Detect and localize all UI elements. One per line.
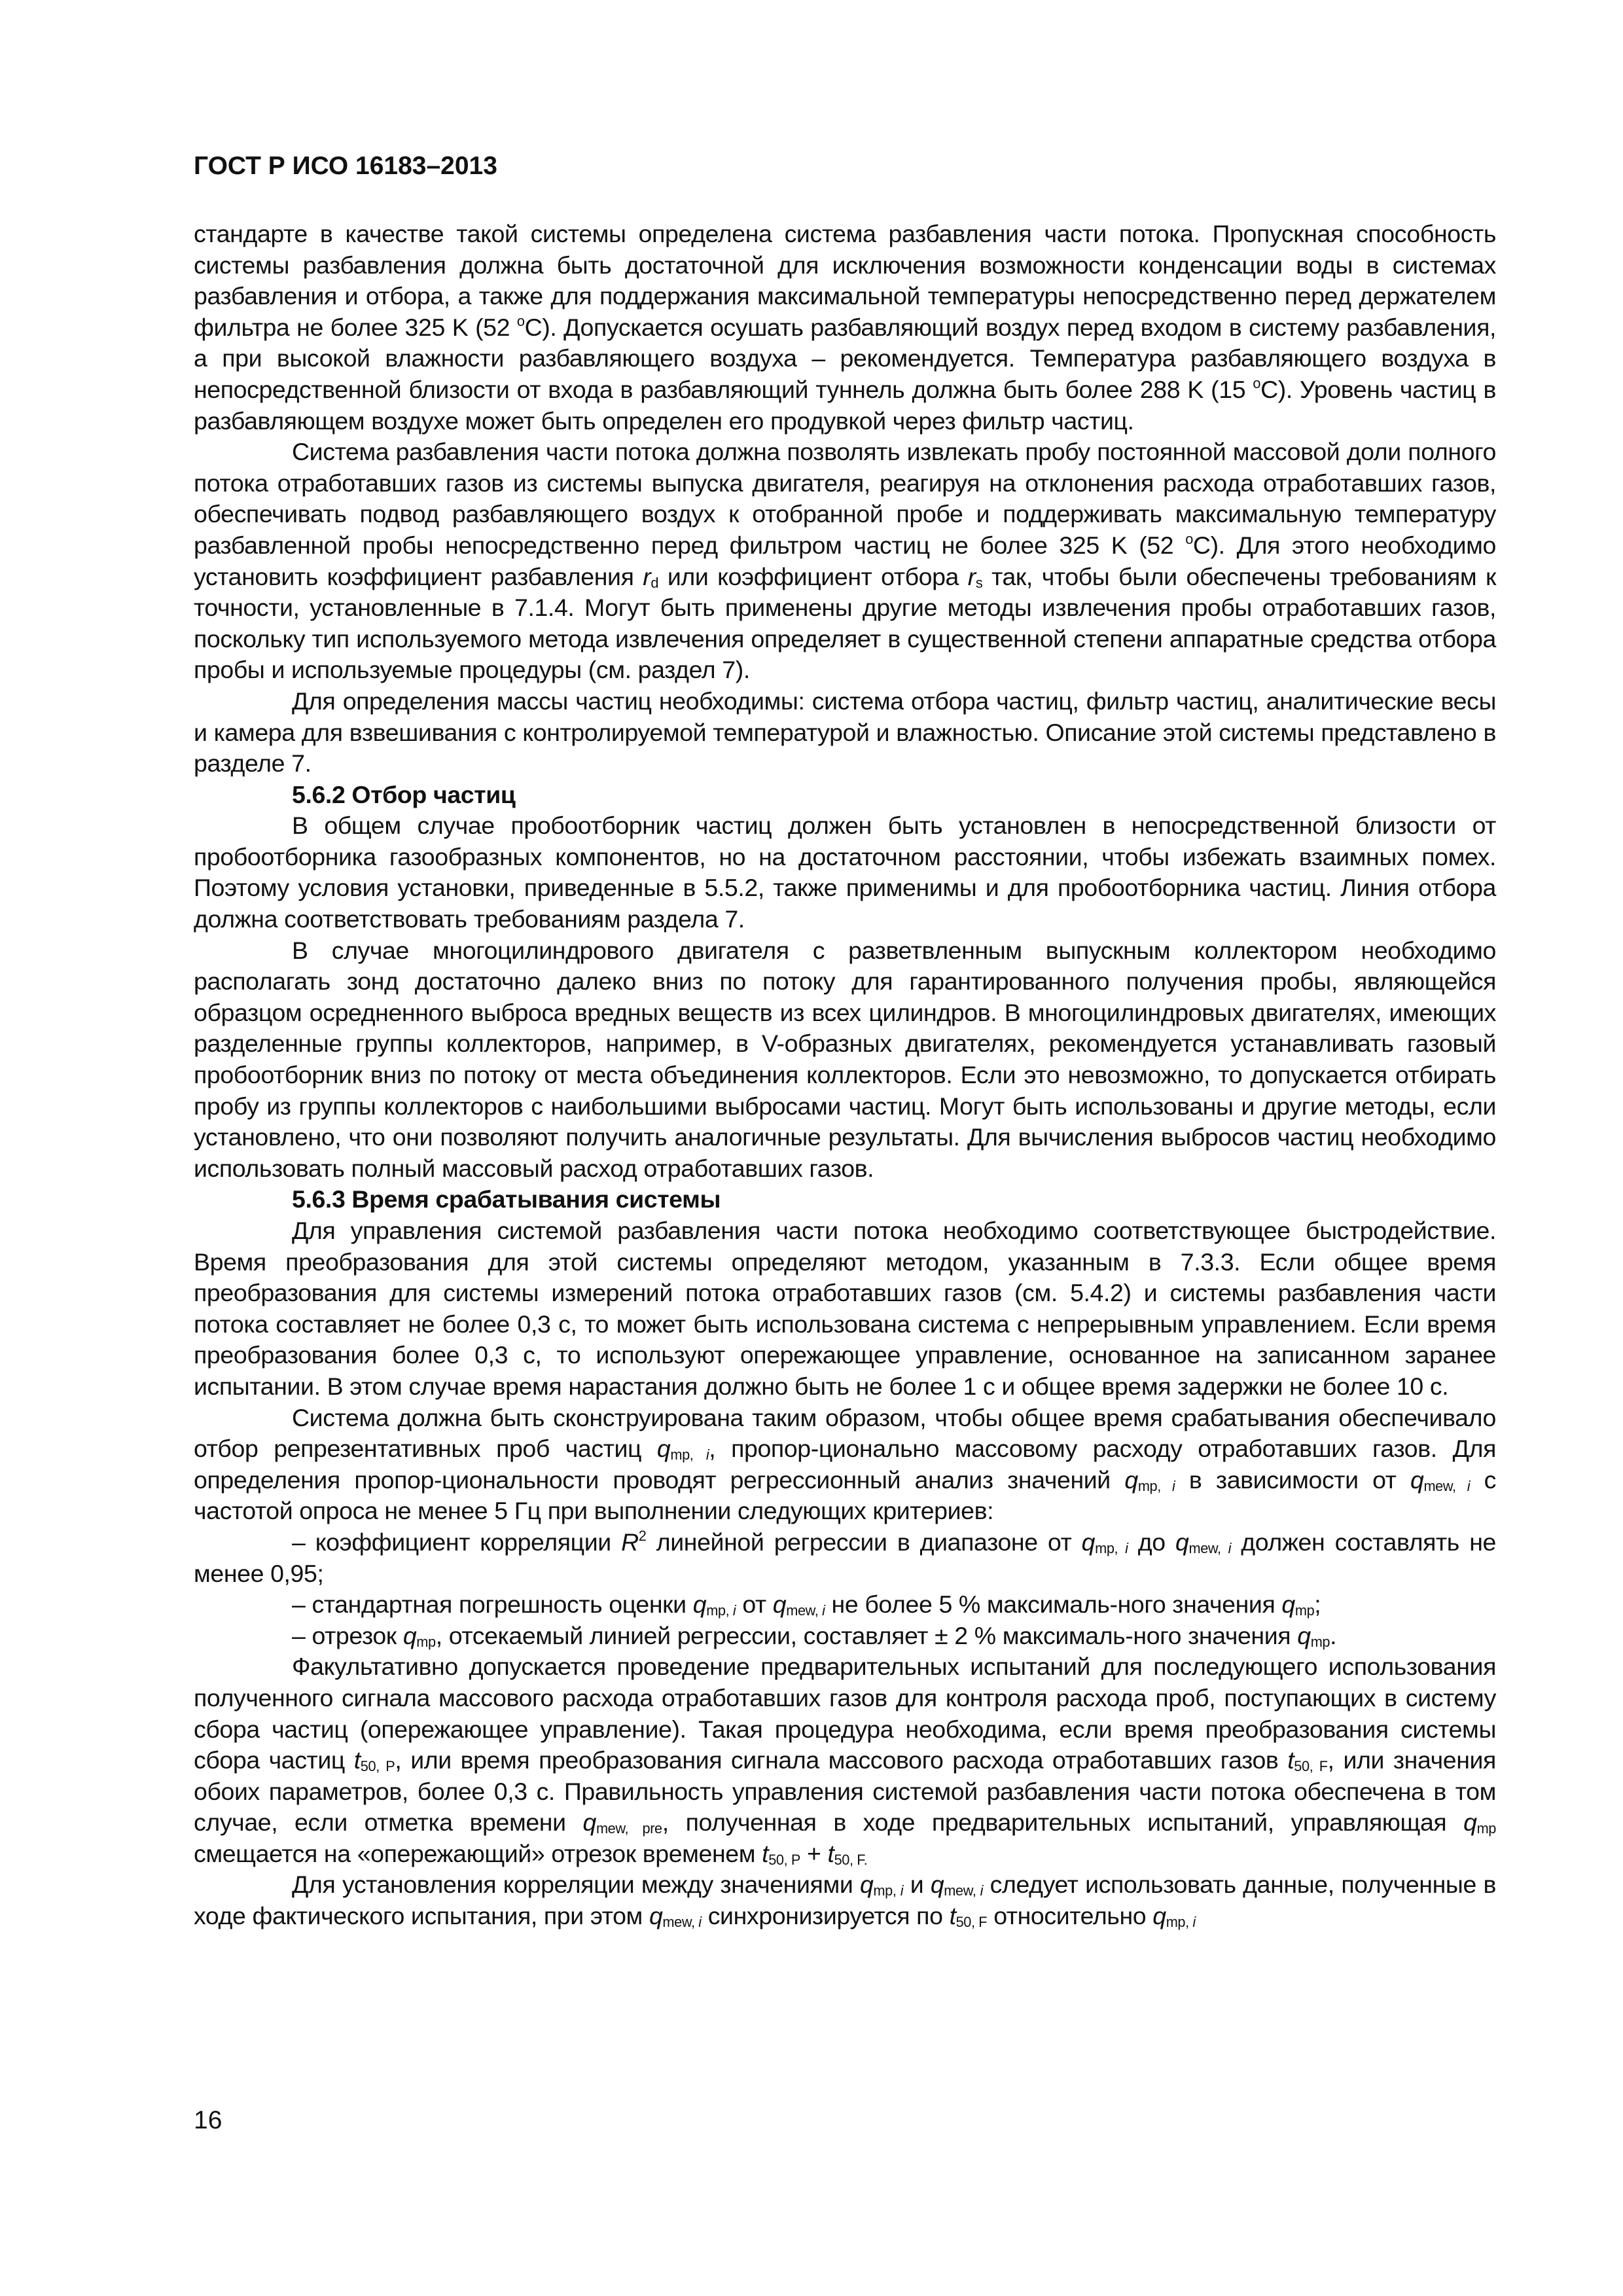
paragraph: В общем случае пробоотборник частиц должен быть установлен в непосредственной близости от пробоотборника газообразных компонентов, но на достаточном расстоянии, чтобы избежать взаимных помех. Поэтому условия установки, приведенные в 5.5.2, также применимы и для пробоотборника частиц. Линия отбора должна соответствовать требованиям раздела 7. — [194, 812, 1496, 933]
document-body — [194, 219, 1496, 1932]
paragraph: Для управления системой разбавления части потока необходимо соответствующее быстродействие. Время преобразования для этой системы определяют методом, указанным в 7.3.3. Если общее время преобразования для системы измерений потока отработавших газов (см. 5.4.2) и системы разбавления части потока составляет не более 0,3 с, то может быть использована система с непрерывным управлением. Если время преобразования более 0,3 с, то используют опережающее управление, основанное на записанном заранее испытании. В этом случае время нарастания должно быть не более 1 с и общее время задержки не более 10 с. — [194, 1217, 1496, 1400]
paragraph: Для определения массы частиц необходимы: система отбора частиц, фильтр частиц, аналитические весы и камера для взвешивания с контролируемой температурой и влажностью. Описание этой системы представлено в разделе 7. — [194, 687, 1496, 778]
paragraph: Факультативно допускается проведение предварительных испытаний для последующего использования полученного сигнала массового расхода отработавших газов для контроля расхода проб, поступающих в систему сбора частиц (опережающее управление). Такая процедура необходима, если время преобразования системы сбора частиц $t_{50, P}$, или время преобразования сигнала массового расхода отработавших газов $t_{50, F}$, или значения обоих параметров, более 0,3 с. Правильность управления системой разбавления части потока обеспечена в том случае, если отметка времени $q_{mew, pre}$, полученная в ходе предварительных испытаний, управляющая $q_{mp}$ смещается на «опережающий» отрезок временем $t_{50, P} + t_{50, F.}$ — [194, 1653, 1496, 1868]
section-heading: 5.6.3 Время срабатывания системы — [292, 1185, 721, 1213]
paragraph: Система разбавления части потока должна позволять извлекать пробу постоянной массовой доли полного потока отработавших газов из системы выпуска двигателя, реагируя на отклонения расхода отработавших газов, обеспечивать подвод разбавляющего воздух к отобранной пробе и поддерживать максимальную температуру разбавленной пробы непосредственно перед фильтром частиц не более 325 K (52 $^o$C). Для этого необходимо установить коэффициент разбавления $r_d$ или коэффициент отбора $r_s$ так, чтобы были обеспечены требованиям к точности, установленные в 7.1.4. Могут быть применены другие методы извлечения пробы отработавших газов, поскольку тип используемого метода извлечения определяет в существенной степени аппаратные средства отбора пробы и используемые процедуры (см. раздел 7). — [194, 438, 1497, 684]
paragraph: Система должна быть сконструирована таким образом, чтобы общее время срабатывания обеспечивало отбор репрезентативных проб частиц $q_{mp, i}$, пропор-ционально массовому расходу отработавших газов. Для определения пропор-циональности проводят регрессионный анализ значений $q_{mp, i}$ в зависимости от $q_{mew, i}$ с частотой опроса не менее 5 Гц при выполнении следующих критериев: — [194, 1403, 1496, 1525]
page-number: 16 — [194, 2106, 223, 2134]
paragraph: В случае многоцилиндрового двигателя с разветвленным выпускным коллектором необходимо располагать зонд достаточно далеко вниз по потоку для гарантированного получения пробы, являющейся образцом осредненного выброса вредных веществ из всех цилиндров. В многоцилиндровых двигателях, имеющих разделенные группы коллекторов, например, в V-образных двигателях, рекомендуется устанавливать газовый пробоотборник вниз по потоку от места объединения коллекторов. Если это невозможно, то допускается отбирать пробу из группы коллекторов с наибольшими выбросами частиц. Могут быть использованы и другие методы, если установлено, что они позволяют получить аналогичные результаты. Для вычисления выбросов частиц необходимо использовать полный массовый расход отработавших газов. — [194, 936, 1496, 1182]
criterion-item: – коэффициент корреляции $R^2$ линейной регрессии в диапазоне от $q_{mp, i}$ до $q_{mew, i}$ должен составлять не менее 0,95; — [194, 1527, 1496, 1587]
document-header: ГОСТ Р ИСО 16183–2013 — [194, 152, 497, 180]
section-heading: 5.6.2 Отбор частиц — [292, 780, 516, 808]
paragraph: Для установления корреляции между значениями $q_{mp, i}$ и $q_{mew, i}$ следует использовать данные, полученные в ходе фактического испытания, при этом $q_{mew, i}$ синхронизируется по $t_{50, F}$ относительно $q_{mp, i}$ — [194, 1871, 1496, 1931]
criterion-item: – отрезок $q_{mp}$, отсекаемый линией регрессии, составляет ± 2 % максималь-ного значения $q_{mp}$. — [292, 1621, 1337, 1650]
criterion-item: – стандартная погрешность оценки $q_{mp, i}$ от $q_{mew, i}$ не более 5 % максималь-ного значения $q_{mp}$; — [292, 1590, 1321, 1619]
paragraph: стандарте в качестве такой системы определена система разбавления части потока. Пропускная способность системы разбавления должна быть достаточной для исключения возможности конденсации воды в системах разбавления и отбора, а также для поддержания максимальной температуры непосредственно перед держателем фильтра не более 325 K (52 $^o$C). Допускается осушать разбавляющий воздух перед входом в систему разбавления, а при высокой влажности разбавляющего воздуха – рекомендуется. Температура разбавляющего воздуха в непосредственной близости от входа в разбавляющий туннель должна быть более 288 K (15 $^o$C). Уровень частиц в разбавляющем воздухе может быть определен его продувкой через фильтр частиц. — [194, 220, 1496, 435]
